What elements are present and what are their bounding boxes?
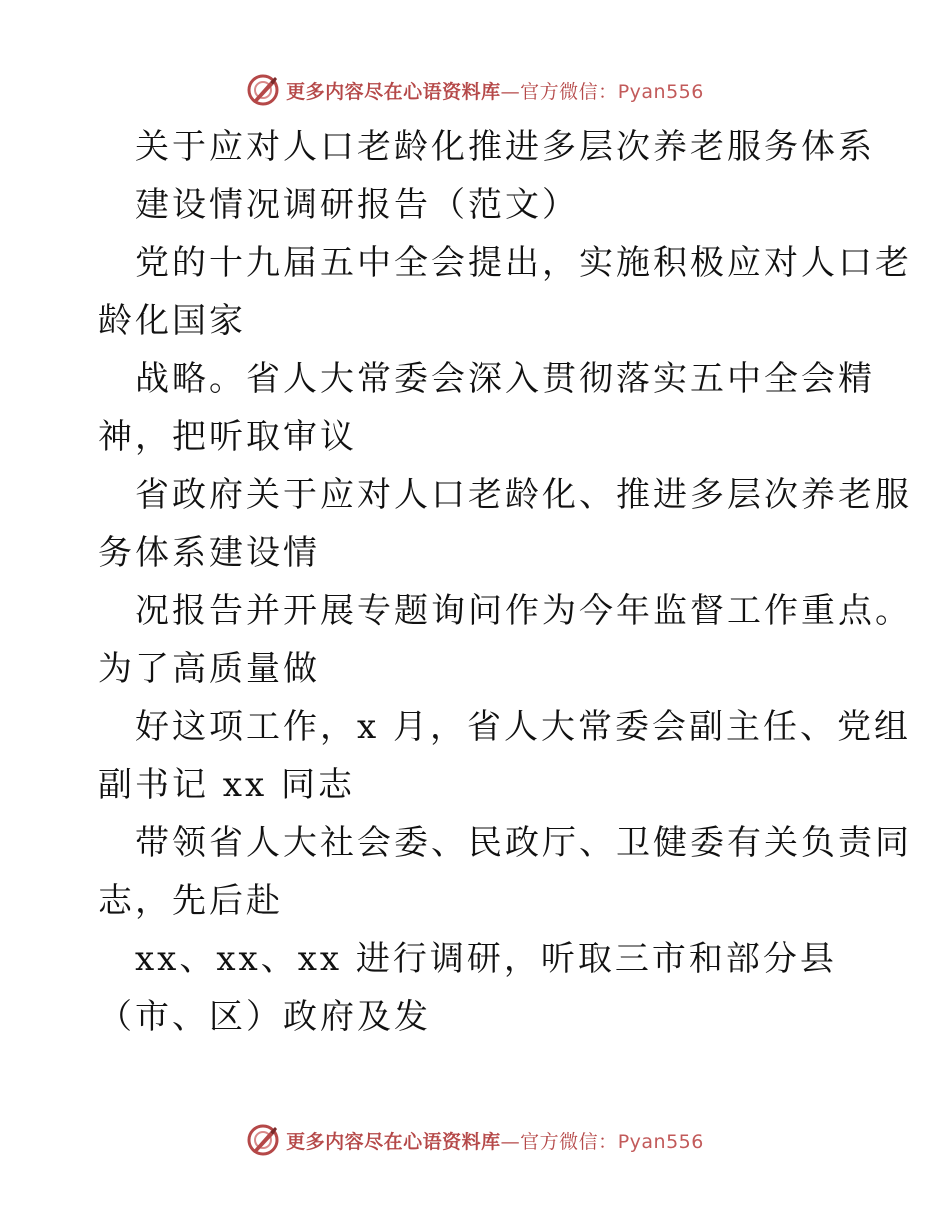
watermark-text [286,77,704,104]
watermark-wechat-id: Pyan556 [617,80,704,103]
paragraph-line: 党的十九届五中全会提出，实施积极应对人口老 [135,243,912,283]
paragraph-line: 志，先后赴 [98,881,283,921]
paragraph-line: 战略。省人大常委会深入贯彻落实五中全会精 [135,359,875,399]
watermark-wechat-id: Pyan556 [617,1130,704,1153]
document-title-line-2: 建设情况调研报告（范文） [135,185,579,225]
pen-logo-icon [246,1123,280,1157]
watermark-text [286,1127,704,1154]
paragraph-line: 为了高质量做 [98,649,320,689]
paragraph-line: 副书记 xx 同志 [98,765,355,805]
paragraph-line: 况报告并开展专题询问作为今年监督工作重点。 [135,591,912,631]
paragraph-line: 好这项工作，x 月，省人大常委会副主任、党组 [135,707,911,747]
watermark-site-text: 更多内容尽在心语资料库 [286,80,501,103]
document-body [98,118,912,1046]
paragraph-line: （市、区）政府及发 [98,997,431,1037]
watermark-footer [0,1120,950,1160]
paragraph-line: 省政府关于应对人口老龄化、推进多层次养老服 [135,475,912,515]
paragraph-line: 带领省人大社会委、民政厅、卫健委有关负责同 [135,823,912,863]
document-title-line-1: 关于应对人口老龄化推进多层次养老服务体系 [135,127,875,167]
pen-logo-icon [246,73,280,107]
watermark-wechat-label: 官方微信： [520,1130,618,1153]
watermark-separator: — [500,80,521,103]
watermark-site-text: 更多内容尽在心语资料库 [286,1130,501,1153]
paragraph-line: 龄化国家 [98,301,246,341]
watermark-separator: — [500,1130,521,1153]
paragraph-line: xx、xx、xx 进行调研，听取三市和部分县 [135,939,837,979]
paragraph-line: 务体系建设情 [98,533,320,573]
paragraph-line: 神，把听取审议 [98,417,357,457]
watermark-wechat-label: 官方微信： [520,80,618,103]
watermark-header [0,70,950,110]
